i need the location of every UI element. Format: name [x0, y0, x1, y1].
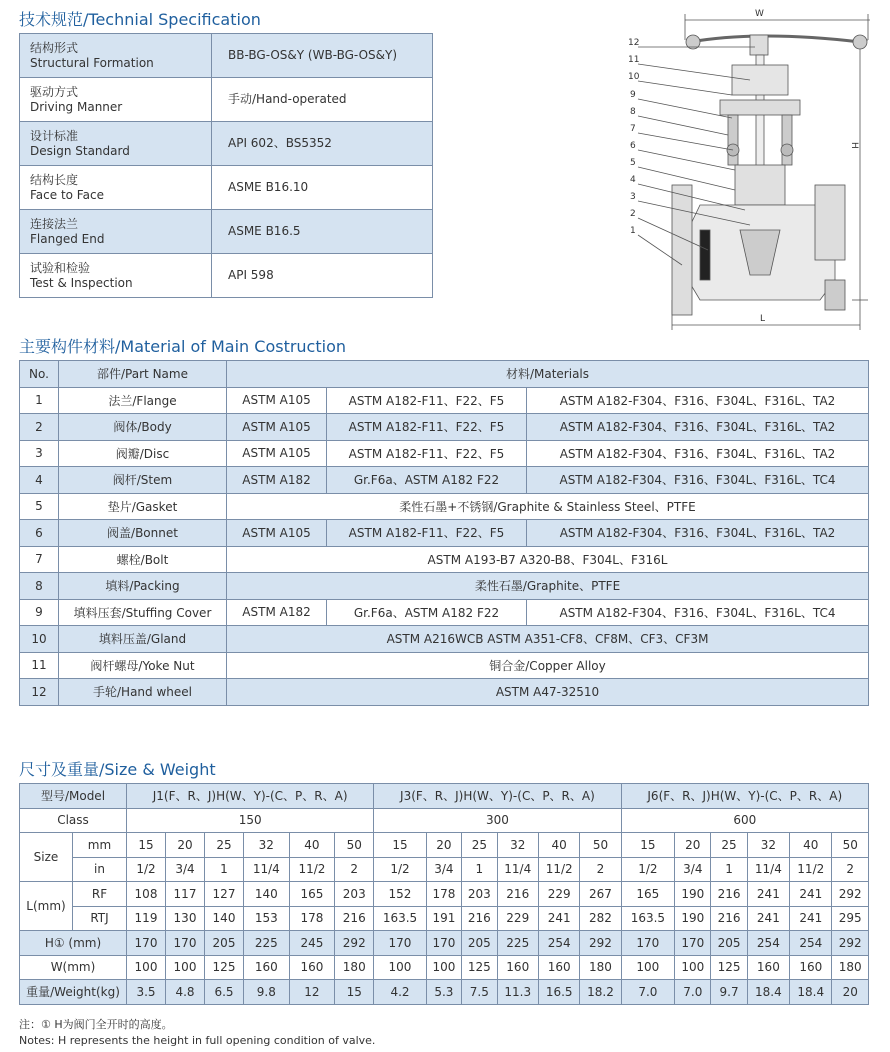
size-in-cell: 3/4 — [166, 857, 205, 882]
spec-label-cn: 结构长度 — [30, 172, 79, 187]
material-cell: ASTM A182 — [227, 599, 327, 626]
weight-cell: 9.7 — [711, 980, 747, 1005]
weight-cell: 4.8 — [166, 980, 205, 1005]
w-row — [20, 955, 869, 980]
weight-cell: 7.0 — [621, 980, 675, 1005]
height-dimension-label: H — [849, 142, 859, 149]
w-cell: 125 — [462, 955, 497, 980]
material-row — [20, 652, 869, 679]
part-number-label: 11 — [628, 55, 640, 65]
h-cell: 170 — [127, 931, 166, 956]
material-part-name: 阀瓣/Disc — [59, 440, 227, 467]
material-part-name: 阀杆/Stem — [59, 467, 227, 494]
h-cell: 225 — [497, 931, 538, 956]
rf-cell: 178 — [426, 882, 461, 907]
rf-cell: 216 — [497, 882, 538, 907]
h-row — [20, 931, 869, 956]
rf-label: RF — [73, 882, 127, 907]
size-in-cell: 3/4 — [675, 857, 711, 882]
spec-value: ASME B16.5 — [212, 210, 433, 254]
weight-cell: 11.3 — [497, 980, 538, 1005]
spec-label-en: Face to Face — [30, 187, 104, 202]
size-in-cell: 2 — [580, 857, 621, 882]
part-number-label: 2 — [630, 209, 636, 219]
size-in-cell: 1/2 — [127, 857, 166, 882]
size-mm-cell: 25 — [711, 833, 747, 858]
weight-cell: 18.4 — [747, 980, 789, 1005]
material-cell: ASTM A193-B7 A320-B8、F304L、F316L — [227, 546, 869, 573]
material-cell: 柔性石墨/Graphite、PTFE — [227, 573, 869, 600]
h-cell: 292 — [580, 931, 621, 956]
model-label: 型号/Model — [20, 784, 127, 809]
weight-cell: 9.8 — [244, 980, 290, 1005]
material-no: 12 — [20, 679, 59, 706]
rf-cell: 108 — [127, 882, 166, 907]
material-cell: ASTM A182-F304、F316、F304L、F316L、TA2 — [527, 520, 869, 547]
w-cell: 125 — [205, 955, 244, 980]
material-row — [20, 546, 869, 573]
w-cell: 125 — [711, 955, 747, 980]
material-cell: ASTM A105 — [227, 387, 327, 414]
spec-row — [20, 78, 433, 122]
spec-label-en: Structural Formation — [30, 55, 154, 70]
rtj-cell: 190 — [675, 906, 711, 931]
model-value: J1(F、R、J)H(W、Y)-(C、P、R、A) — [127, 784, 374, 809]
weight-cell: 18.4 — [790, 980, 832, 1005]
size-in-cell: 3/4 — [426, 857, 461, 882]
spec-label-en: Flanged End — [30, 231, 105, 246]
header-no: No. — [20, 361, 59, 388]
size-mm-cell: 20 — [166, 833, 205, 858]
h-cell: 245 — [289, 931, 335, 956]
rtj-cell: 140 — [205, 906, 244, 931]
size-mm-cell: 25 — [205, 833, 244, 858]
w-cell: 100 — [621, 955, 675, 980]
spec-row — [20, 254, 433, 298]
material-no: 5 — [20, 493, 59, 520]
spec-row — [20, 34, 433, 78]
l-rtj-row — [20, 906, 869, 931]
material-no: 2 — [20, 414, 59, 441]
spec-label-en: Design Standard — [30, 143, 130, 158]
spec-label-cn: 驱动方式 — [30, 84, 79, 99]
weight-label: 重量/Weight(kg) — [20, 980, 127, 1005]
size-mm-cell: 32 — [747, 833, 789, 858]
size-in-cell: 11/4 — [244, 857, 290, 882]
h-cell: 254 — [747, 931, 789, 956]
rf-cell: 117 — [166, 882, 205, 907]
spec-row — [20, 122, 433, 166]
w-cell: 180 — [580, 955, 621, 980]
h-cell: 292 — [335, 931, 374, 956]
size-in-cell: 1/2 — [374, 857, 426, 882]
part-number-label: 5 — [630, 158, 636, 168]
material-no: 9 — [20, 599, 59, 626]
material-no: 7 — [20, 546, 59, 573]
material-part-name: 填料/Packing — [59, 573, 227, 600]
mm-label: mm — [73, 833, 127, 858]
h-cell: 170 — [374, 931, 426, 956]
material-no: 4 — [20, 467, 59, 494]
size-mm-cell: 20 — [426, 833, 461, 858]
rtj-cell: 153 — [244, 906, 290, 931]
rf-cell: 241 — [790, 882, 832, 907]
w-cell: 160 — [497, 955, 538, 980]
h-cell: 205 — [205, 931, 244, 956]
h-cell: 170 — [675, 931, 711, 956]
h-label: H① (mm) — [20, 931, 127, 956]
spec-table — [19, 33, 433, 298]
material-cell: 柔性石墨+不锈钢/Graphite & Stainless Steel、PTFE — [227, 493, 869, 520]
rf-cell: 216 — [711, 882, 747, 907]
spec-label-cn: 结构形式 — [30, 40, 79, 55]
material-cell: ASTM A182 — [227, 467, 327, 494]
w-cell: 160 — [790, 955, 832, 980]
material-part-name: 垫片/Gasket — [59, 493, 227, 520]
rf-cell: 241 — [747, 882, 789, 907]
part-number-label: 12 — [628, 38, 640, 48]
spec-title: 技术规范/Technial Specification — [19, 10, 261, 29]
part-number-label: 4 — [630, 175, 636, 185]
spec-label — [20, 34, 212, 78]
material-part-name: 手轮/Hand wheel — [59, 679, 227, 706]
size-in-cell: 1 — [711, 857, 747, 882]
material-row — [20, 440, 869, 467]
weight-cell: 12 — [289, 980, 335, 1005]
rf-cell: 165 — [621, 882, 675, 907]
h-cell: 170 — [426, 931, 461, 956]
material-no: 10 — [20, 626, 59, 653]
material-row — [20, 467, 869, 494]
h-cell: 205 — [462, 931, 497, 956]
material-row — [20, 493, 869, 520]
size-mm-cell: 50 — [580, 833, 621, 858]
material-cell: ASTM A216WCB ASTM A351-CF8、CF8M、CF3、CF3M — [227, 626, 869, 653]
spec-value: BB-BG-OS&Y (WB-BG-OS&Y) — [212, 34, 433, 78]
h-cell: 292 — [832, 931, 869, 956]
size-in-cell: 11/2 — [538, 857, 579, 882]
note-en: Notes: H represents the height in full opening condition of valve. — [19, 1034, 376, 1047]
class-value: 300 — [374, 808, 621, 833]
spec-value: ASME B16.10 — [212, 166, 433, 210]
material-cell: Gr.F6a、ASTM A182 F22 — [327, 599, 527, 626]
material-cell: ASTM A182-F11、F22、F5 — [327, 520, 527, 547]
part-number-label: 10 — [628, 72, 640, 82]
material-no: 8 — [20, 573, 59, 600]
l-label: L(mm) — [20, 882, 73, 931]
valve-diagram — [620, 0, 870, 335]
h-cell: 254 — [790, 931, 832, 956]
w-cell: 160 — [244, 955, 290, 980]
size-mm-cell: 15 — [621, 833, 675, 858]
material-no: 3 — [20, 440, 59, 467]
material-cell: ASTM A105 — [227, 440, 327, 467]
material-part-name: 填料压套/Stuffing Cover — [59, 599, 227, 626]
size-in-cell: 2 — [335, 857, 374, 882]
class-value: 150 — [127, 808, 374, 833]
class-value: 600 — [621, 808, 868, 833]
rtj-cell: 191 — [426, 906, 461, 931]
rtj-cell: 130 — [166, 906, 205, 931]
spec-label — [20, 254, 212, 298]
h-cell: 254 — [538, 931, 579, 956]
size-mm-cell: 50 — [335, 833, 374, 858]
h-cell: 225 — [244, 931, 290, 956]
spec-label — [20, 166, 212, 210]
part-number-label: 8 — [630, 107, 636, 117]
material-row — [20, 387, 869, 414]
class-row — [20, 808, 869, 833]
w-cell: 100 — [675, 955, 711, 980]
weight-cell: 6.5 — [205, 980, 244, 1005]
rf-cell: 140 — [244, 882, 290, 907]
note-cn: 注：① H为阀门全开时的高度。 — [19, 1018, 173, 1031]
size-mm-cell: 32 — [244, 833, 290, 858]
w-label: W(mm) — [20, 955, 127, 980]
w-cell: 100 — [127, 955, 166, 980]
header-part-name: 部件/Part Name — [59, 361, 227, 388]
rf-cell: 292 — [832, 882, 869, 907]
size-in-row — [20, 857, 869, 882]
weight-row — [20, 980, 869, 1005]
spec-label-cn: 设计标准 — [30, 128, 79, 143]
spec-label-en: Driving Manner — [30, 99, 123, 114]
length-dimension-label: L — [760, 314, 766, 324]
rf-cell: 229 — [538, 882, 579, 907]
rf-cell: 203 — [462, 882, 497, 907]
material-part-name: 阀体/Body — [59, 414, 227, 441]
w-cell: 100 — [374, 955, 426, 980]
size-in-cell: 1 — [462, 857, 497, 882]
part-number-label: 3 — [630, 192, 636, 202]
material-no: 1 — [20, 387, 59, 414]
material-table — [19, 360, 869, 706]
material-part-name: 阀杆螺母/Yoke Nut — [59, 652, 227, 679]
rf-cell: 203 — [335, 882, 374, 907]
material-cell: ASTM A182-F304、F316、F304L、F316L、TA2 — [527, 414, 869, 441]
material-part-name: 阀盖/Bonnet — [59, 520, 227, 547]
material-row — [20, 573, 869, 600]
part-number-label: 9 — [630, 90, 636, 100]
weight-cell: 7.5 — [462, 980, 497, 1005]
weight-cell: 7.0 — [675, 980, 711, 1005]
material-cell: ASTM A182-F304、F316、F304L、F316L、TC4 — [527, 467, 869, 494]
spec-row — [20, 166, 433, 210]
rf-cell: 267 — [580, 882, 621, 907]
rf-cell: 152 — [374, 882, 426, 907]
material-title: 主要构件材料/Material of Main Costruction — [19, 337, 347, 356]
size-mm-cell: 15 — [127, 833, 166, 858]
rtj-cell: 295 — [832, 906, 869, 931]
rtj-cell: 119 — [127, 906, 166, 931]
rtj-cell: 229 — [497, 906, 538, 931]
class-label: Class — [20, 808, 127, 833]
rtj-label: RTJ — [73, 906, 127, 931]
model-row — [20, 784, 869, 809]
material-part-name: 法兰/Flange — [59, 387, 227, 414]
material-cell: 铜合金/Copper Alloy — [227, 652, 869, 679]
size-mm-cell: 40 — [790, 833, 832, 858]
material-no: 11 — [20, 652, 59, 679]
material-row — [20, 679, 869, 706]
material-cell: ASTM A182-F11、F22、F5 — [327, 414, 527, 441]
w-cell: 100 — [426, 955, 461, 980]
spec-label — [20, 122, 212, 166]
header-materials: 材料/Materials — [227, 361, 869, 388]
rtj-cell: 241 — [790, 906, 832, 931]
l-rf-row — [20, 882, 869, 907]
size-in-cell: 11/2 — [790, 857, 832, 882]
rtj-cell: 282 — [580, 906, 621, 931]
weight-cell: 15 — [335, 980, 374, 1005]
rtj-cell: 178 — [289, 906, 335, 931]
w-cell: 180 — [335, 955, 374, 980]
material-cell: ASTM A182-F304、F316、F304L、F316L、TA2 — [527, 387, 869, 414]
w-cell: 160 — [538, 955, 579, 980]
material-no: 6 — [20, 520, 59, 547]
rtj-cell: 241 — [747, 906, 789, 931]
size-mm-cell: 20 — [675, 833, 711, 858]
size-mm-cell: 25 — [462, 833, 497, 858]
material-cell: ASTM A182-F304、F316、F304L、F316L、TC4 — [527, 599, 869, 626]
material-cell: ASTM A105 — [227, 520, 327, 547]
part-number-label: 1 — [630, 226, 636, 236]
part-number-label: 7 — [630, 124, 636, 134]
rtj-cell: 216 — [711, 906, 747, 931]
material-row — [20, 626, 869, 653]
spec-value: API 602、BS5352 — [212, 122, 433, 166]
material-cell: ASTM A182-F11、F22、F5 — [327, 440, 527, 467]
size-mm-cell: 15 — [374, 833, 426, 858]
size-in-cell: 11/4 — [497, 857, 538, 882]
size-in-cell: 1/2 — [621, 857, 675, 882]
h-cell: 170 — [621, 931, 675, 956]
rtj-cell: 216 — [335, 906, 374, 931]
material-row — [20, 599, 869, 626]
width-dimension-label: W — [755, 9, 764, 19]
size-mm-row — [20, 833, 869, 858]
weight-cell: 18.2 — [580, 980, 621, 1005]
rf-cell: 127 — [205, 882, 244, 907]
weight-cell: 4.2 — [374, 980, 426, 1005]
w-cell: 160 — [289, 955, 335, 980]
w-cell: 160 — [747, 955, 789, 980]
size-in-cell: 1 — [205, 857, 244, 882]
size-in-cell: 2 — [832, 857, 869, 882]
material-part-name: 螺栓/Bolt — [59, 546, 227, 573]
h-cell: 170 — [166, 931, 205, 956]
material-cell: ASTM A182-F304、F316、F304L、F316L、TA2 — [527, 440, 869, 467]
material-cell: ASTM A47-32510 — [227, 679, 869, 706]
material-row — [20, 414, 869, 441]
rf-cell: 190 — [675, 882, 711, 907]
size-mm-cell: 32 — [497, 833, 538, 858]
rtj-cell: 163.5 — [621, 906, 675, 931]
spec-label-cn: 连接法兰 — [30, 216, 79, 231]
spec-label — [20, 78, 212, 122]
rtj-cell: 216 — [462, 906, 497, 931]
rtj-cell: 241 — [538, 906, 579, 931]
spec-value: API 598 — [212, 254, 433, 298]
weight-cell: 20 — [832, 980, 869, 1005]
material-cell: Gr.F6a、ASTM A182 F22 — [327, 467, 527, 494]
size-mm-cell: 50 — [832, 833, 869, 858]
material-cell: ASTM A182-F11、F22、F5 — [327, 387, 527, 414]
w-cell: 100 — [166, 955, 205, 980]
part-number-label: 6 — [630, 141, 636, 151]
material-cell: ASTM A105 — [227, 414, 327, 441]
size-title: 尺寸及重量/Size & Weight — [19, 760, 216, 779]
size-weight-table — [19, 783, 869, 1005]
rtj-cell: 163.5 — [374, 906, 426, 931]
rf-cell: 165 — [289, 882, 335, 907]
size-mm-cell: 40 — [538, 833, 579, 858]
weight-cell: 5.3 — [426, 980, 461, 1005]
spec-label-en: Test & Inspection — [30, 275, 133, 290]
size-mm-cell: 40 — [289, 833, 335, 858]
spec-label — [20, 210, 212, 254]
size-in-cell: 11/2 — [289, 857, 335, 882]
model-value: J3(F、R、J)H(W、Y)-(C、P、R、A) — [374, 784, 621, 809]
in-label: in — [73, 857, 127, 882]
spec-row — [20, 210, 433, 254]
weight-cell: 16.5 — [538, 980, 579, 1005]
spec-value: 手动/Hand-operated — [212, 78, 433, 122]
size-in-cell: 11/4 — [747, 857, 789, 882]
material-part-name: 填料压盖/Gland — [59, 626, 227, 653]
w-cell: 180 — [832, 955, 869, 980]
spec-label-cn: 试验和检验 — [30, 260, 91, 275]
material-row — [20, 520, 869, 547]
model-value: J6(F、R、J)H(W、Y)-(C、P、R、A) — [621, 784, 868, 809]
weight-cell: 3.5 — [127, 980, 166, 1005]
size-label: Size — [20, 833, 73, 882]
h-cell: 205 — [711, 931, 747, 956]
